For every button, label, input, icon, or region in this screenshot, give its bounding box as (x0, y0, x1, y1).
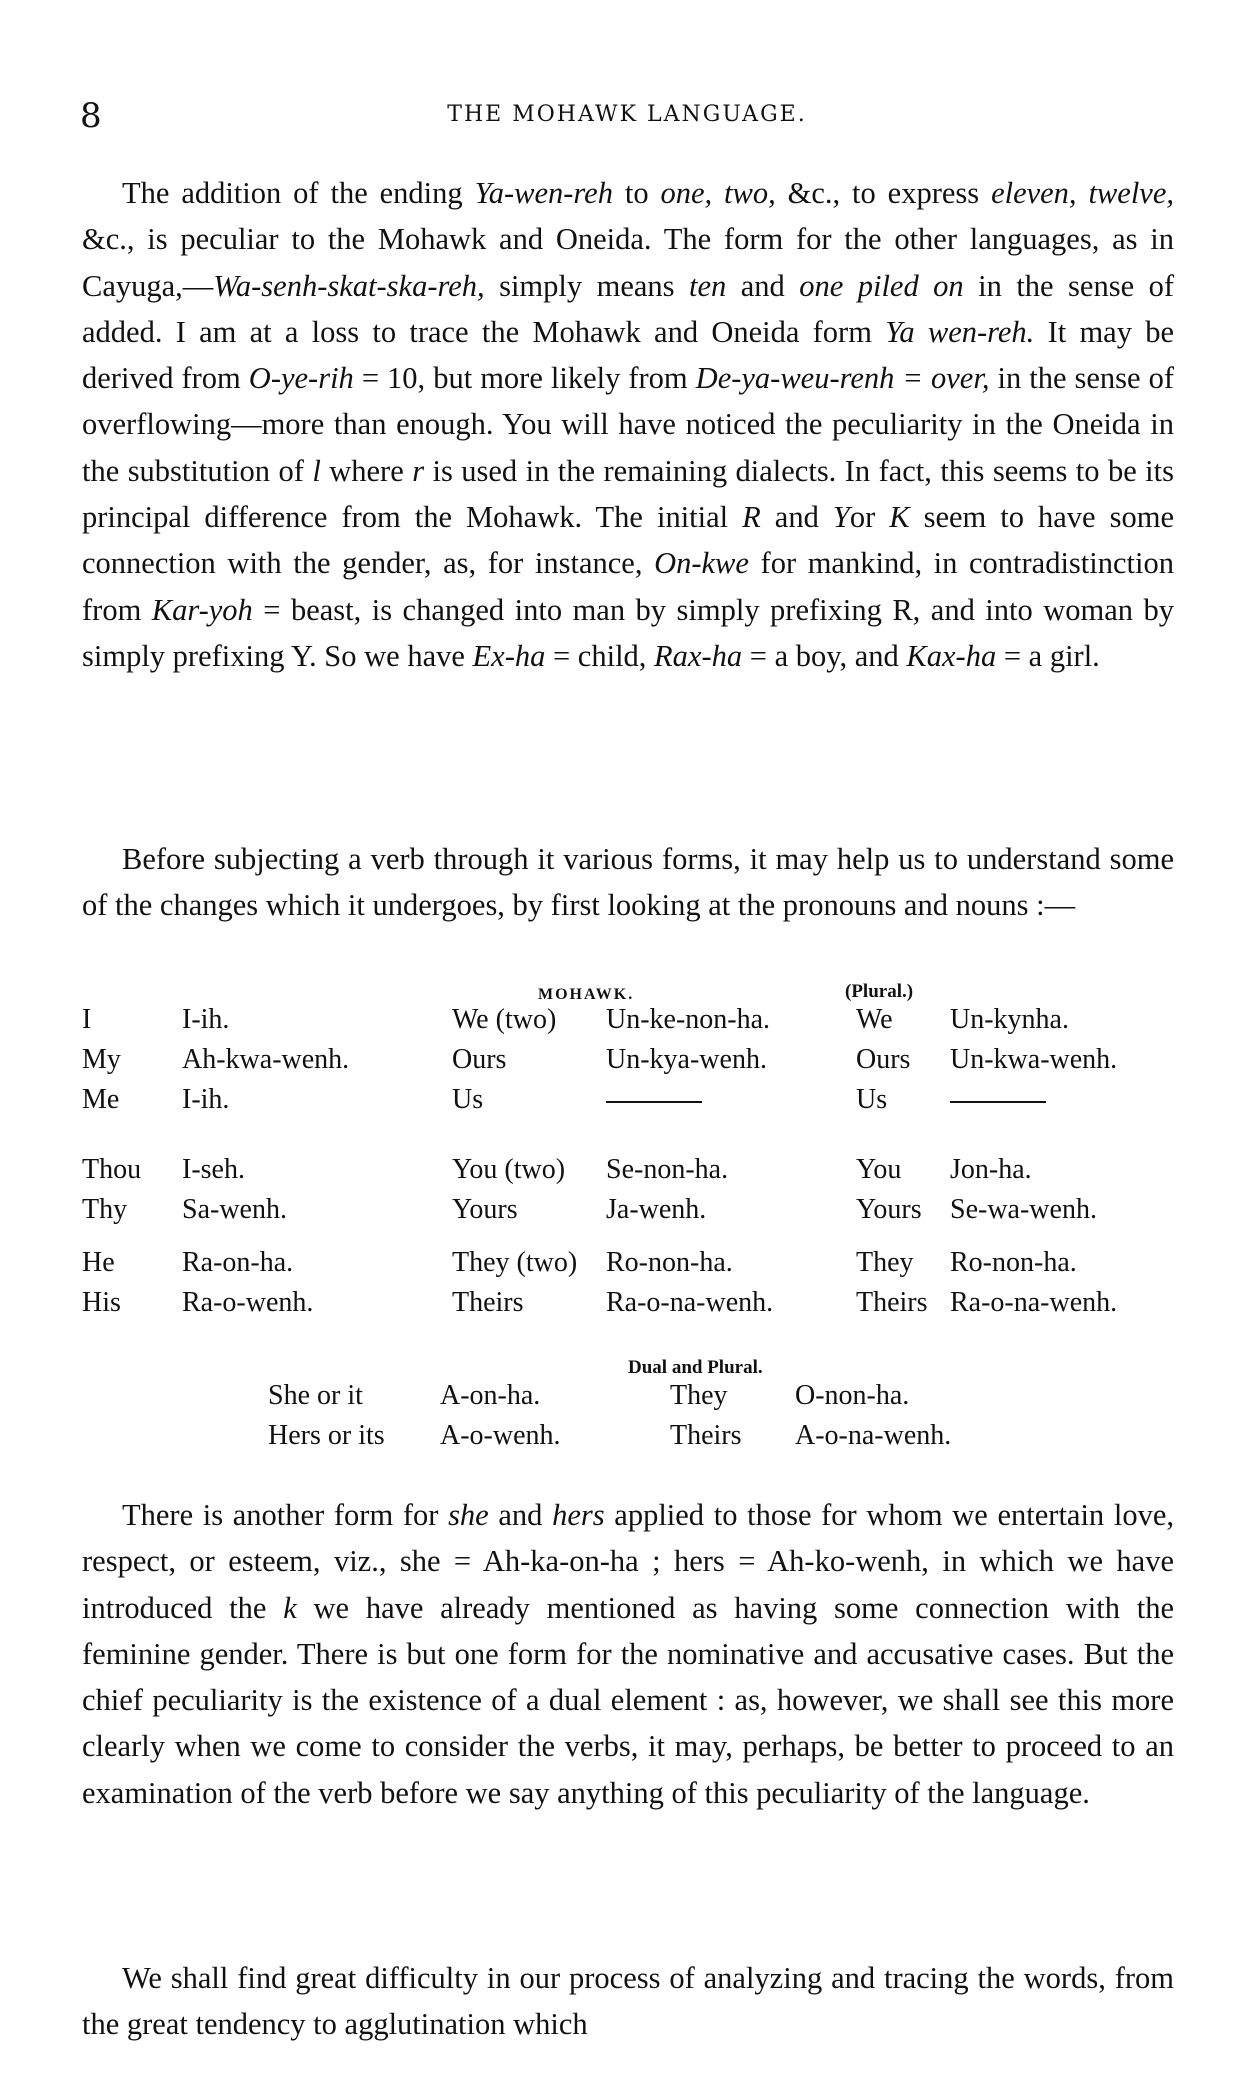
text-run: It may be derived from (82, 314, 1174, 396)
dual-cell: Hers or its (268, 1420, 385, 1451)
running-header (80, 96, 1174, 136)
table-cell: Ro-non-ha. (606, 1247, 733, 1278)
text-run: = beast, is changed into man by simply prefixing R, and into woman by simply prefixing Y. So we have (82, 592, 1174, 673)
text-run: and (488, 1498, 553, 1532)
table-cell: Us (452, 1084, 484, 1115)
paragraph-3 (82, 1492, 1174, 1816)
text-run: in the sense of added. I am at a loss to trace the Mohawk and Oneida form (82, 268, 1174, 349)
italic-term: k (283, 1590, 297, 1625)
dual-cell: O-non-ha. (795, 1380, 910, 1411)
table-cell: They (two) (452, 1247, 578, 1278)
table-cell: Se-non-ha. (606, 1154, 729, 1185)
table-cell (606, 1080, 702, 1120)
table-cell: I (82, 1004, 92, 1035)
text-run: = child, (545, 638, 655, 673)
table-cell: Theirs (452, 1287, 524, 1318)
italic-term: one, two, (660, 176, 776, 210)
italic-term: O-ye-rih (248, 361, 354, 396)
table-cell: I-seh. (182, 1154, 245, 1185)
table-cell: Thou (82, 1154, 142, 1185)
table-cell: Ro-non-ha. (950, 1247, 1077, 1278)
dual-cell: A-on-ha. (440, 1380, 541, 1411)
table-cell: Ra-o-na-wenh. (950, 1287, 1118, 1318)
table-cell (950, 1080, 1046, 1120)
empty-dash (606, 1101, 702, 1103)
dual-cell: A-o-na-wenh. (795, 1420, 952, 1451)
paragraph-1 (82, 170, 1174, 679)
italic-term: Wa-senh-skat-ska-reh, (213, 268, 485, 303)
text-run: and (760, 500, 833, 535)
italic-term: R (742, 500, 761, 535)
table-cell: Sa-wenh. (182, 1194, 287, 1225)
text-run: for mankind, in contradistinction from (82, 546, 1174, 627)
table-header-mohawk: MOHAWK. (538, 986, 635, 1003)
dual-cell: They (670, 1380, 728, 1411)
paragraph-3-text (82, 1492, 1174, 1816)
table-cell: We (two) (452, 1004, 557, 1035)
table-cell: Yours (452, 1194, 518, 1225)
table-cell: Me (82, 1084, 120, 1115)
paragraph-4 (82, 1955, 1174, 2048)
table-cell: Us (856, 1084, 888, 1115)
table-cell: Theirs (856, 1287, 928, 1318)
text-run: = 10, but more likely from (353, 361, 696, 396)
table-cell: Un-kynha. (950, 1004, 1069, 1035)
table-cell: We (856, 1004, 893, 1035)
paragraph-4-text: We shall find great difficulty in our process of analyzing and tracing the words, from the great tendency to agglutination which (82, 1961, 1174, 2042)
text-run: and (726, 268, 800, 303)
text-run: we have already mentioned as having some connection with the feminine gender. There is but one form for the nominative and accusative cases. But the chief peculiarity is the existence of a dual element : as, however, we shall see this more clearly when we come to consider the verbs, it may, perhaps, be better to proceed to an examination of the verb before we say anything of this peculiarity of the language. (82, 1590, 1174, 1810)
text-run: applied to those for whom we entertain love, respect, or esteem, viz., she = Ah-ka-on-ha ; hers = Ah-ko-wenh, in which we have introduced the (82, 1498, 1174, 1625)
italic-term: hers (552, 1498, 605, 1532)
table-cell: Thy (82, 1194, 128, 1225)
italic-term: she (448, 1498, 489, 1532)
table-cell: Ja-wenh. (606, 1194, 707, 1225)
italic-term: Rax-ha (654, 638, 743, 673)
italic-term: r (412, 453, 425, 488)
table-cell: Ah-kwa-wenh. (182, 1044, 350, 1075)
empty-dash (950, 1101, 1046, 1103)
table-cell: I-ih. (182, 1084, 230, 1115)
table-cell: Yours (856, 1194, 922, 1225)
text-run: = a girl. (996, 638, 1100, 673)
table-cell: Ours (856, 1044, 911, 1075)
text-run: &c., to express (775, 176, 992, 210)
italic-term: one piled on (799, 268, 964, 303)
italic-term: K (889, 500, 910, 535)
dual-plural-header: Dual and Plural. (628, 1357, 763, 1378)
italic-term: Ex-ha (472, 638, 546, 673)
text-run: is used in the remaining dialects. In fact, this seems to be its principal difference from the Mohawk. The initial (82, 453, 1174, 535)
dual-cell: Theirs (670, 1420, 742, 1451)
text-run: or (849, 500, 890, 535)
italic-term: Y (832, 500, 850, 535)
table-cell: Ours (452, 1044, 507, 1075)
italic-term: Kar-yoh (151, 592, 253, 627)
table-header-plural: (Plural.) (845, 981, 914, 1002)
table-cell: Un-kwa-wenh. (950, 1044, 1118, 1075)
table-cell: You (two) (452, 1154, 566, 1185)
table-cell: Ra-on-ha. (182, 1247, 294, 1278)
table-cell: Jon-ha. (950, 1154, 1032, 1185)
text-run: in the sense of overflowing—more than enough. You will have noticed the peculiarity in the Oneida in the substitution of (82, 361, 1175, 488)
table-cell: Un-ke-non-ha. (606, 1004, 771, 1035)
italic-term: l (312, 453, 321, 488)
italic-term: eleven, twelve, (991, 176, 1174, 210)
table-cell: Ra-o-na-wenh. (606, 1287, 774, 1318)
table-cell: I-ih. (182, 1004, 230, 1035)
table-cell: My (82, 1044, 121, 1075)
table-cell: He (82, 1247, 115, 1278)
italic-term: On-kwe (654, 546, 749, 581)
text-run: = a boy, and (742, 638, 907, 673)
text-run: where (320, 453, 413, 488)
text-run: to (612, 176, 661, 210)
table-cell: Ra-o-wenh. (182, 1287, 314, 1318)
table-cell: They (856, 1247, 914, 1278)
italic-term: ten (688, 268, 727, 303)
italic-term: Ya wen-reh. (885, 314, 1035, 349)
page-number: 8 (80, 96, 102, 136)
text-run: seem to have some connection with the gender, as, for instance, (82, 500, 1174, 581)
dual-cell: A-o-wenh. (440, 1420, 561, 1451)
italic-term: Ya-wen-reh (474, 176, 613, 210)
text-run: There is another form for (122, 1498, 449, 1532)
dual-cell: She or it (268, 1380, 363, 1411)
table-cell: Un-kya-wenh. (606, 1044, 767, 1075)
table-cell: His (82, 1287, 121, 1318)
text-run: simply means (484, 268, 689, 303)
running-title: THE MOHAWK LANGUAGE. (447, 102, 807, 127)
italic-term: Kax-ha (906, 638, 997, 673)
table-cell: You (856, 1154, 902, 1185)
paragraph-2 (82, 836, 1174, 929)
table-cell: Se-wa-wenh. (950, 1194, 1097, 1225)
text-run: &c., is peculiar to the Mohawk and Oneida. The form for the other languages, as in Cayuga,— (82, 222, 1174, 303)
paragraph-2-text: Before subjecting a verb through it various forms, it may help us to understand some of the changes which it undergoes, by first looking at the pronouns and nouns :— (82, 842, 1174, 923)
paragraph-1-text (82, 170, 1174, 679)
text-run: The addition of the ending (122, 176, 475, 210)
italic-term: De-ya-weu-renh = over, (695, 361, 990, 396)
